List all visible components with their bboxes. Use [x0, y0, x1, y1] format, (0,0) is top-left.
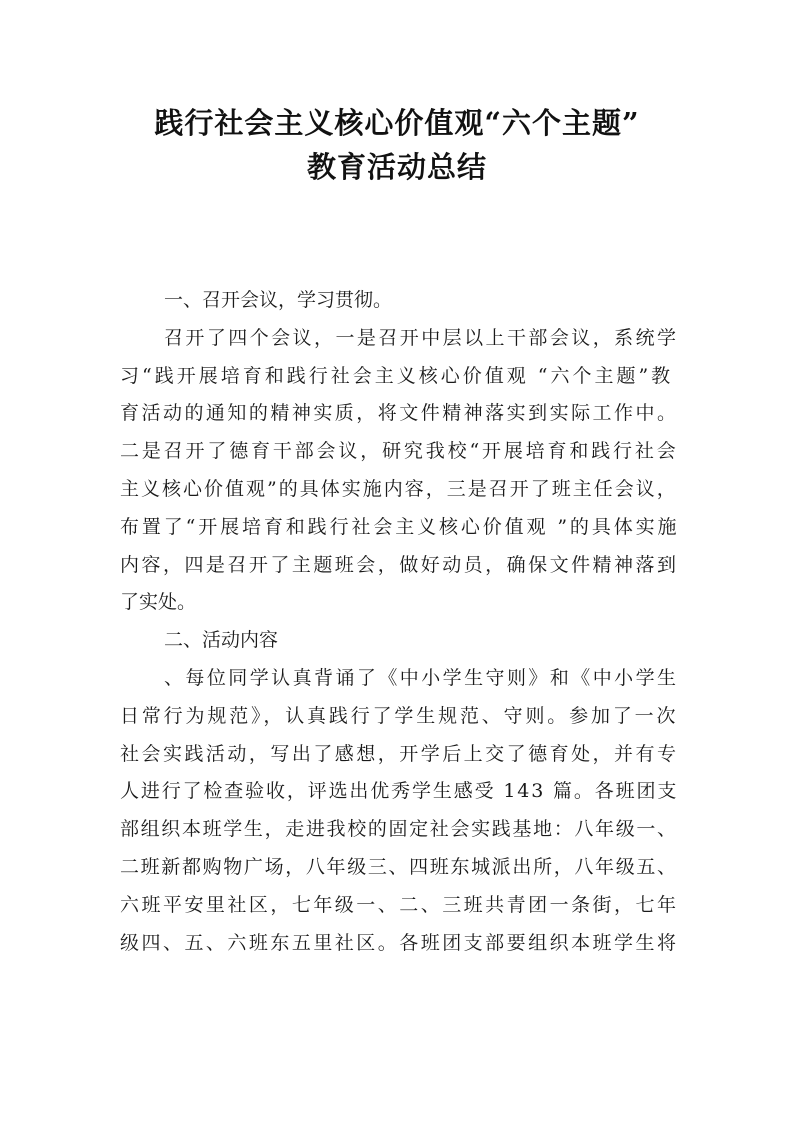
body-line: 布置了“开展培育和践行社会主义核心价值观 ”的具体实施	[120, 515, 680, 538]
body-line: 召开了四个会议，一是召开中层以上干部会议，系统学	[164, 326, 679, 349]
body-line: 了实处。	[120, 591, 197, 614]
body-line: 二班新都购物广场，八年级三、四班东城派出所，八年级五、	[120, 856, 678, 878]
document-title-line-2: 教育活动总结	[306, 150, 487, 184]
document-title-line-1: 践行社会主义核心价值观“六个主题”	[154, 106, 640, 140]
body-line: 主义核心价值观”的具体实施内容，三是召开了班主任会议，	[120, 478, 678, 500]
body-line: 社会实践活动，写出了感想，开学后上交了德育处，并有专	[120, 742, 679, 765]
body-line: 六班平安里社区，七年级一、二、三班共青团一条街，七年	[120, 893, 679, 916]
body-line: 级四、五、六班东五里社区。各班团支部要组织本班学生将	[120, 931, 679, 954]
body-line: 日常行为规范》，认真践行了学生规范、守则。参加了一次	[120, 704, 679, 727]
body-line: 部组织本班学生，走进我校的固定社会实践基地：八年级一、	[120, 818, 678, 841]
body-line: 一、召开会议，学习贯彻。	[164, 289, 393, 311]
body-line: 育活动的通知的精神实质，将文件精神落实到实际工作中。	[120, 402, 679, 425]
body-line: 内容，四是召开了主题班会，做好动员，确保文件精神落到	[120, 553, 679, 576]
body-line: 人进行了检查验收，评选出优秀学生感受 143 篇。各班团支	[120, 780, 679, 803]
body-line: 、每位同学认真背诵了《中小学生守则》和《中小学生	[164, 667, 679, 689]
body-line: 二是召开了德育干部会议，研究我校“开展培育和践行社会	[120, 440, 679, 463]
body-line: 习“践开展培育和践行社会主义核心价值观 “六个主题”教	[120, 364, 674, 387]
body-line: 二、活动内容	[164, 629, 279, 652]
document-body	[120, 287, 680, 968]
